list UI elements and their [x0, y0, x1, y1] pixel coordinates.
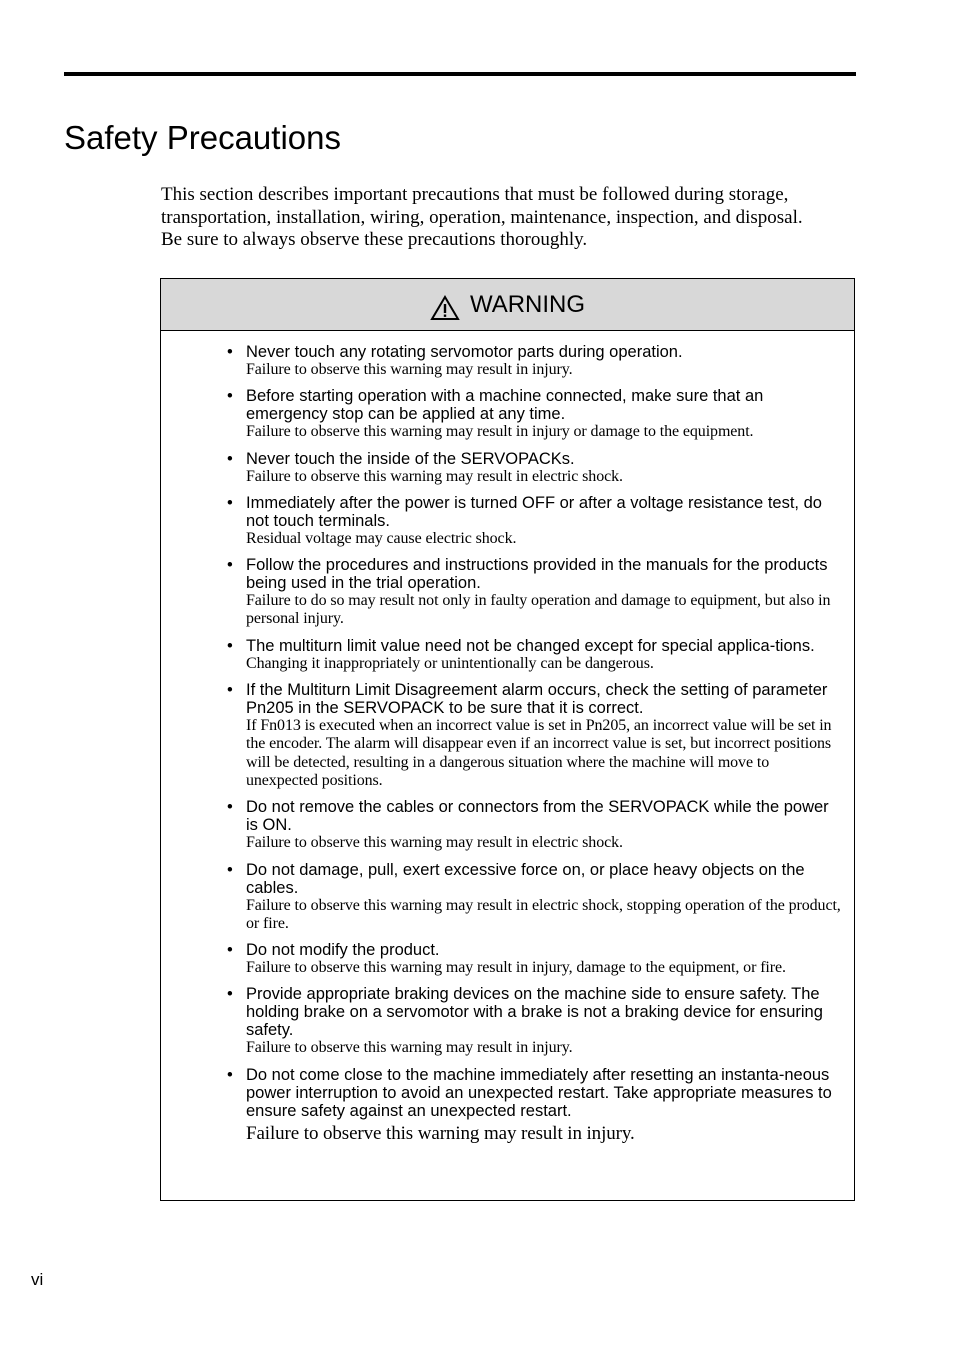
warning-item: [227, 1065, 842, 1146]
top-rule: [64, 72, 856, 76]
warning-item-text: Provide appropriate braking devices on the machine side to ensure safety. The holding brake on a servomotor with a brake is not a braking device for ensuring safety.: [246, 985, 823, 1040]
warning-item-text: Immediately after the power is turned OFF or after a voltage resistance test, do not touch terminals.: [246, 493, 822, 530]
warning-item-note: Failure to observe this warning may result in electric shock.: [246, 467, 623, 485]
warning-item-note: Failure to observe this warning may result in electric shock.: [246, 834, 623, 852]
warning-item: [227, 941, 842, 977]
warning-item-text: Do not remove the cables or connectors from the SERVOPACK while the power is ON.: [246, 798, 829, 835]
warning-box: [160, 278, 855, 1201]
warning-item-text: If the Multiturn Limit Disagreement alarm occurs, check the setting of parameter Pn205 in the SERVOPACK to be sure that it is correct.: [246, 681, 828, 718]
warning-item: [227, 449, 842, 486]
warning-item-note: Residual voltage may cause electric shock.: [246, 529, 517, 547]
intro-paragraph: [161, 184, 861, 252]
warning-item: [227, 343, 842, 379]
bullet: •: [227, 860, 233, 879]
warning-item-note: If Fn013 is executed when an incorrect value is set in Pn205, an incorrect value will be set in the encoder. The alarm will disappear even if an incorrect value is set, but incorrect positions will be detected, resulting in a dangerous situation where the machine will move to unexpected positions.: [246, 717, 832, 789]
bullet: •: [227, 493, 233, 512]
warning-item-note: Failure to observe this warning may result in injury.: [246, 1122, 635, 1144]
warning-item-text: The multiturn limit value need not be changed except for special applica-tions.: [246, 636, 815, 655]
warning-title: WARNING: [469, 290, 586, 318]
intro-line: Be sure to always observe these precautions thoroughly.: [161, 229, 588, 250]
warning-item-note: Failure to observe this warning may result in injury, damage to the equipment, or fire.: [246, 959, 786, 977]
warning-item-text: Before starting operation with a machine connected, make sure that an emergency stop can be applied at any time.: [246, 387, 764, 424]
warning-triangle-icon: [430, 295, 460, 321]
bullet: •: [227, 636, 233, 655]
warning-header: [161, 279, 854, 331]
warning-item-text: Never touch any rotating servomotor parts during operation.: [246, 343, 683, 361]
warning-list: [161, 331, 854, 1146]
warning-item-note: Failure to observe this warning may result in injury.: [246, 1039, 573, 1057]
warning-item-note: Failure to observe this warning may result in injury or damage to the equipment.: [246, 423, 754, 441]
bullet: •: [227, 941, 233, 960]
warning-item-note: Changing it inappropriately or unintentionally can be dangerous.: [246, 654, 654, 672]
warning-item-text: Do not come close to the machine immediately after resetting an instanta-neous power interruption to avoid an unexpected restart. Take appropriate measures to ensure safety against an unexpected restart.: [246, 1065, 832, 1120]
warning-item-note: Failure to observe this warning may result in injury.: [246, 361, 573, 378]
intro-line: This section describes important precautions that must be followed during storage,: [161, 184, 789, 205]
bullet: •: [227, 343, 233, 361]
warning-item: [227, 860, 842, 934]
warning-item: [227, 387, 842, 441]
bullet: •: [227, 387, 233, 406]
warning-item: [227, 798, 842, 852]
intro-line: transportation, installation, wiring, operation, maintenance, inspection, and disposal.: [161, 206, 803, 228]
warning-item: [227, 985, 842, 1057]
page-number: vi: [31, 1270, 44, 1289]
warning-item: [227, 493, 842, 548]
warning-item: [227, 681, 842, 790]
page-title: Safety Precautions: [64, 119, 341, 156]
warning-item-note: Failure to do so may result not only in faulty operation and damage to equipment, but also in personal injury.: [246, 592, 831, 628]
bullet: •: [227, 1065, 233, 1084]
warning-item-text: Never touch the inside of the SERVOPACKs.: [246, 449, 575, 468]
bullet: •: [227, 798, 233, 817]
warning-item: [227, 636, 842, 673]
bullet: •: [227, 681, 233, 700]
warning-item: [227, 556, 842, 629]
warning-item-text: Do not modify the product.: [246, 941, 440, 960]
bullet: •: [227, 449, 233, 468]
bullet: •: [227, 556, 233, 575]
warning-item-text: Follow the procedures and instructions provided in the manuals for the products being used in the trial operation.: [246, 556, 828, 593]
bullet: •: [227, 985, 233, 1004]
warning-item-note: Failure to observe this warning may result in electric shock, stopping operation of the product, or fire.: [246, 896, 841, 932]
warning-item-text: Do not damage, pull, exert excessive force on, or place heavy objects on the cables.: [246, 860, 805, 897]
